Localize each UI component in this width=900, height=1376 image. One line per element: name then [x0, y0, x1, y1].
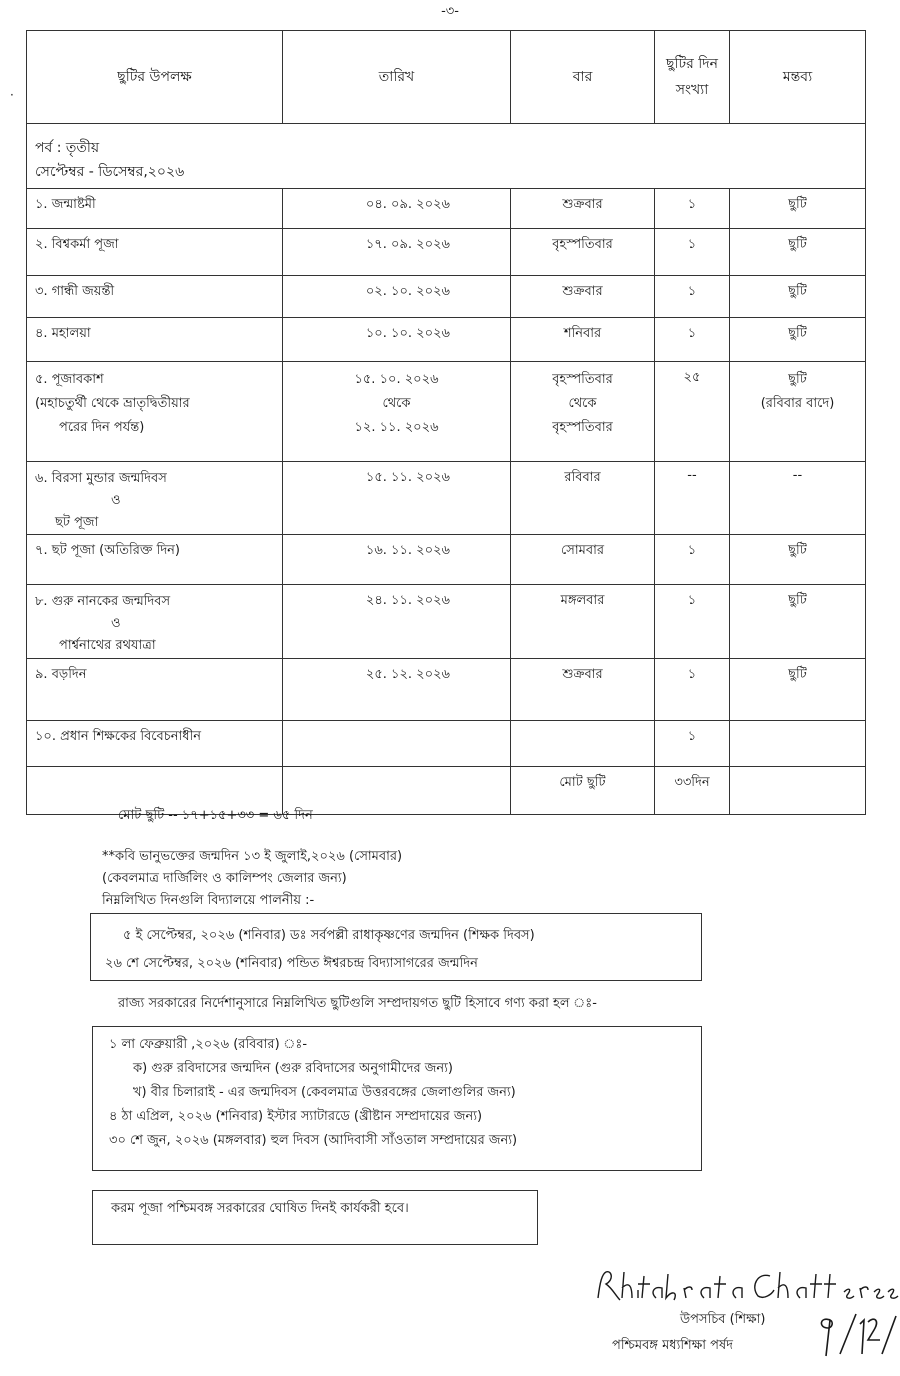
row-date	[283, 721, 511, 767]
row-count: ১	[655, 659, 730, 721]
row-day-mid: থেকে	[568, 396, 597, 411]
row-count: ২৫	[655, 362, 730, 462]
table-row	[27, 229, 866, 276]
signature-date-handwritten	[816, 1310, 900, 1372]
table-header-row	[27, 31, 866, 124]
row-event-sub: ছট পূজা	[55, 515, 99, 530]
row-day: শনিবার	[511, 318, 655, 362]
row-event: ৪. মহালয়া	[27, 318, 283, 362]
row-count: ১	[655, 721, 730, 767]
row-event-sub: ও	[111, 493, 121, 508]
row-event-sub: ও	[111, 616, 121, 631]
row-event: ১. জন্মাষ্টমী	[27, 189, 283, 229]
row-date: ২৪. ১১. ২০২৬	[283, 585, 511, 659]
row-remark: --	[730, 462, 866, 535]
row-event: ৬. বিরসা মুন্ডার জন্মদিবস	[35, 471, 167, 486]
note-line: (কেবলমাত্র দার্জিলিং ও কালিম্পং জেলার জন্য)	[102, 871, 347, 886]
row-day: রবিবার	[511, 462, 655, 535]
row-count: ১	[655, 535, 730, 585]
community-holiday-line: খ) বীর চিলারাই - এর জন্মদিবস (কেবলমাত্র উত্তরবঙ্গের জেলাগুলির জন্য)	[133, 1085, 516, 1100]
row-event: ২. বিশ্বকর্মা পূজা	[27, 229, 283, 276]
header-remark: মন্তব্য	[730, 31, 866, 124]
row-day: শুক্রবার	[511, 189, 655, 229]
row-event-sub: (মহাচতুর্থী থেকে ভ্রাতৃদ্বিতীয়ার	[35, 396, 190, 411]
row-event: ৮. গুরু নানকের জন্মদিবস	[35, 594, 171, 609]
government-directive: রাজ্য সরকারের নির্দেশানুসারে নিম্নলিখিত ছুটিগুলি সম্প্রদায়গত ছুটি হিসাবে গণ্য করা হল ঃ-	[118, 996, 597, 1011]
row-date: ০২. ১০. ২০২৬	[283, 276, 511, 318]
header-count: ছুটির দিন সংখ্যা	[655, 31, 730, 124]
row-remark: ছুটি	[730, 276, 866, 318]
row-date-end: ১২. ১১. ২০২৬	[354, 420, 439, 435]
row-event-sub: পার্শ্বনাথের রথযাত্রা	[59, 638, 156, 653]
row-day: মঙ্গলবার	[511, 585, 655, 659]
grand-total: মোট ছুটি -- ১৭+১৫+৩৩ = ৬৫ দিন	[118, 808, 313, 823]
total-label: মোট ছুটি	[511, 767, 655, 815]
community-holiday-line: ক) গুরু রবিদাসের জন্মদিন (গুরু রবিদাসের অনুগামীদের জন্য)	[133, 1061, 453, 1076]
holiday-table	[26, 30, 866, 815]
row-day	[511, 721, 655, 767]
community-holiday-line: ১ লা ফেব্রুয়ারী ,২০২৬ (রবিবার) ঃ-	[109, 1037, 308, 1052]
phase-range: সেপ্টেম্বর - ডিসেম্বর,২০২৬	[35, 164, 185, 180]
signatory-designation: উপসচিব (শিক্ষা)	[680, 1312, 766, 1327]
row-remark: ছুটি	[730, 659, 866, 721]
row-count: --	[655, 462, 730, 535]
row-remark: ছুটি	[730, 535, 866, 585]
row-count: ১	[655, 276, 730, 318]
row-date: ১৫. ১১. ২০২৬	[283, 462, 511, 535]
row-day-end: বৃহস্পতিবার	[552, 420, 613, 435]
row-date: ২৫. ১২. ২০২৬	[283, 659, 511, 721]
table-row	[27, 535, 866, 585]
row-day: শুক্রবার	[511, 276, 655, 318]
row-count: ১	[655, 318, 730, 362]
row-event: ৫. পূজাবকাশ	[35, 372, 104, 387]
page-number: -৩-	[441, 4, 459, 19]
table-row	[27, 721, 866, 767]
table-row	[27, 462, 866, 535]
row-event: ১০. প্রধান শিক্ষকের বিবেচনাধীন	[27, 721, 283, 767]
row-count: ১	[655, 585, 730, 659]
table-row	[27, 362, 866, 462]
row-remark: ছুটি	[788, 372, 807, 387]
row-remark	[730, 721, 866, 767]
header-date: তারিখ	[283, 31, 511, 124]
table-row	[27, 276, 866, 318]
table-row	[27, 318, 866, 362]
note-line: **কবি ভানুভক্তের জন্মদিন ১৩ ই জুলাই,২০২৬ (সোমবার)	[102, 849, 403, 864]
observed-days-box	[90, 913, 702, 981]
margin-mark: ·	[10, 88, 14, 102]
observed-day: ২৬ শে সেপ্টেম্বর, ২০২৬ (শনিবার) পন্ডিত ঈশ্বরচন্দ্র বিদ্যাসাগরের জন্মদিন	[105, 956, 478, 971]
row-remark-sub: (রবিবার বাদে)	[760, 396, 835, 411]
row-date: ০৪. ০৯. ২০২৬	[283, 189, 511, 229]
header-occasion: ছুটির উপলক্ষ	[27, 31, 283, 124]
row-date: ১৫. ১০. ২০২৬	[354, 372, 439, 387]
header-day: বার	[511, 31, 655, 124]
table-row	[27, 585, 866, 659]
community-holiday-line: ৩০ শে জুন, ২০২৬ (মঙ্গলবার) হুল দিবস (আদিবাসী সাঁওতাল সম্প্রদায়ের জন্য)	[109, 1133, 518, 1148]
row-date: ১০. ১০. ২০২৬	[283, 318, 511, 362]
row-event: ৩. গান্ধী জয়ন্তী	[27, 276, 283, 318]
signatory-office: পশ্চিমবঙ্গ মধ্যশিক্ষা পর্ষদ	[612, 1338, 734, 1353]
row-remark: ছুটি	[730, 585, 866, 659]
table-row	[27, 189, 866, 229]
row-remark: ছুটি	[730, 318, 866, 362]
note-line: নিম্নলিখিত দিনগুলি বিদ্যালয়ে পালনীয় :-	[102, 893, 315, 908]
community-holidays-box	[92, 1026, 702, 1171]
row-date: ১৭. ০৯. ২০২৬	[283, 229, 511, 276]
total-value: ৩৩দিন	[655, 767, 730, 815]
row-date-mid: থেকে	[382, 396, 411, 411]
karam-puja-note: করম পূজা পশ্চিমবঙ্গ সরকারের ঘোষিত দিনই কার্যকরী হবে।	[92, 1190, 538, 1245]
row-count: ১	[655, 189, 730, 229]
row-event: ৯. বড়দিন	[27, 659, 283, 721]
row-day: বৃহস্পতিবার	[552, 372, 613, 387]
row-remark: ছুটি	[730, 229, 866, 276]
row-day: সোমবার	[511, 535, 655, 585]
observed-day: ৫ ই সেপ্টেম্বর, ২০২৬ (শনিবার) ডঃ সর্বপল্লী রাধাকৃষ্ণণের জন্মদিন (শিক্ষক দিবস)	[123, 928, 535, 943]
row-count: ১	[655, 229, 730, 276]
phase-title: পর্ব : তৃতীয়	[35, 140, 100, 156]
row-day: বৃহস্পতিবার	[511, 229, 655, 276]
phase-row	[27, 124, 866, 189]
row-remark: ছুটি	[730, 189, 866, 229]
row-date: ১৬. ১১. ২০২৬	[283, 535, 511, 585]
table-row	[27, 659, 866, 721]
signature-handwritten	[592, 1262, 900, 1312]
row-event: ৭. ছট পূজা (অতিরিক্ত দিন)	[27, 535, 283, 585]
notes	[102, 846, 402, 912]
community-holiday-line: ৪ ঠা এপ্রিল, ২০২৬ (শনিবার) ইস্টার স্যাটারডে (খ্রীষ্টান সম্প্রদায়ের জন্য)	[109, 1109, 483, 1124]
row-event-sub: পরের দিন পর্যন্ত)	[59, 420, 145, 435]
row-day: শুক্রবার	[511, 659, 655, 721]
